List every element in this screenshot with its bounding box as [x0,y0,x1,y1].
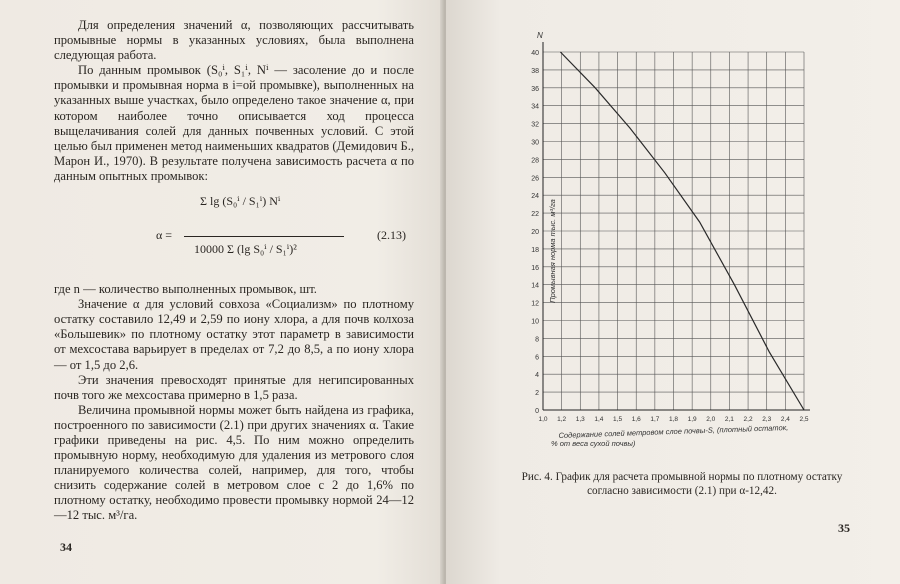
x-tick-label: 1,2 [557,416,567,423]
y-tick-label: 20 [531,229,539,236]
y-tick-label: 0 [535,408,539,415]
formula-numerator: Σ lg (S₀ⁱ / S₁ⁱ) Nⁱ [200,194,281,209]
y-tick-label: 4 [535,372,539,380]
fraction-bar [184,236,344,237]
y-axis-symbol: N [537,31,543,40]
equation-number: (2.13) [377,228,406,243]
page-number-right: 35 [838,521,850,535]
y-tick-label: 24 [531,193,539,201]
x-tick-label: 1,0 [538,416,548,423]
x-tick-label: 1,6 [631,416,641,423]
paragraph: где n — количество выполненных промывок, шт. [54,282,317,297]
paragraph: Эти значения превосходят принятые для негипсированных почв того же мехсостава примерно в 1,5 раза. [54,372,414,402]
x-tick-label: 1,3 [575,416,585,423]
page-number-left: 34 [60,540,72,554]
x-axis-label: Содержание солей метровом слое почвы-S, (плотный остаток, [558,422,789,441]
y-tick-label: 6 [535,354,539,362]
y-tick-label: 16 [531,264,539,272]
left-text-block [54,18,414,524]
x-axis-label-line2: % от веса сухой почвы) [551,439,636,448]
figure-caption: Рис. 4. График для расчета промывной нормы по плотному остатку согласно зависимости (2.1) при α-12,42. [521,471,843,497]
formula-2-13 [54,188,414,282]
x-tick-label: 2,3 [762,416,772,423]
y-tick-label: 32 [531,121,539,129]
y-tick-label: 10 [531,318,539,326]
left-page [0,0,444,584]
paragraph: Для определения значений α, позволяющих рассчитывать промывные нормы в указанных условиях, была выполнена следующая работа. [54,18,414,63]
x-tick-label: 1,4 [594,416,604,423]
x-tick-label: 1,7 [650,416,660,423]
y-tick-label: 34 [531,103,539,111]
formula-lhs: α = [156,228,173,243]
paragraph: По данным промывок (S₀ⁱ, S₁ⁱ, Nⁱ — засоление до и после промывки и промывная норма в i=ой промывке), выполненных на указанных выше участках, было определено такое значение α, при котором наиболее точно описывается ход процесса выщелачивания солей для данных почвенных условий. С этой целью был применен метод наименьших квадратов (Демидович Б., Марон И., 1970). В результате получена зависимость расчета α по данным опытных промывок: [54,63,414,183]
y-tick-label: 36 [531,85,539,93]
x-tick-label: 2,0 [706,416,716,423]
y-tick-label: 26 [531,175,539,183]
y-tick-label: 30 [531,139,539,147]
y-tick-label: 28 [531,157,539,165]
y-tick-label: 38 [531,67,539,75]
leaching-norm-chart [446,0,900,470]
y-tick-label: 14 [531,282,539,290]
x-tick-label: 2,2 [743,416,753,423]
paragraph: Значение α для условий совхоза «Социализм» по плотному остатку составило 12,49 и 2,59 по иону хлора, а для почв колхоза «Большевик» по плотному остатку этот параметр в зависимости от мехсостава варьирует в пределах от 7,2 до 8,5, а по иону хлора — от 1,5 до 2,6. [54,297,414,372]
y-tick-label: 2 [535,390,539,398]
y-tick-label: 8 [535,336,539,344]
y-tick-label: 18 [531,246,539,254]
x-tick-label: 1,8 [668,416,679,423]
x-tick-label: 2,1 [724,416,734,423]
y-tick-label: 40 [531,50,539,57]
x-tick-label: 2,5 [799,416,809,423]
y-tick-label: 22 [531,211,539,219]
x-tick-label: 1,9 [687,416,697,423]
y-axis-label: Промывная норма тыс. м³/га [548,199,557,303]
x-tick-label: 1,5 [613,416,623,423]
formula-denominator: 10000 Σ (lg S₀ⁱ / S₁ⁱ)² [194,242,297,257]
paragraph: Величина промывной нормы может быть найдена из графика, построенного по зависимости (2.1) при других значениях α. Такие графики приведены на рис. 4,5. По ним можно определить промывную норму, необходимую для удаления из метрового слоя планируемого количества солей, например, для того, чтобы снизить содержание солей в метровом слое с 2 до 1,6% по плотному остатку, необходимо провести промывку нормой 24—12—12 тыс. м³/га. [54,402,414,523]
right-page [446,0,900,584]
y-tick-label: 12 [531,300,539,308]
x-tick-label: 2,4 [780,416,790,423]
